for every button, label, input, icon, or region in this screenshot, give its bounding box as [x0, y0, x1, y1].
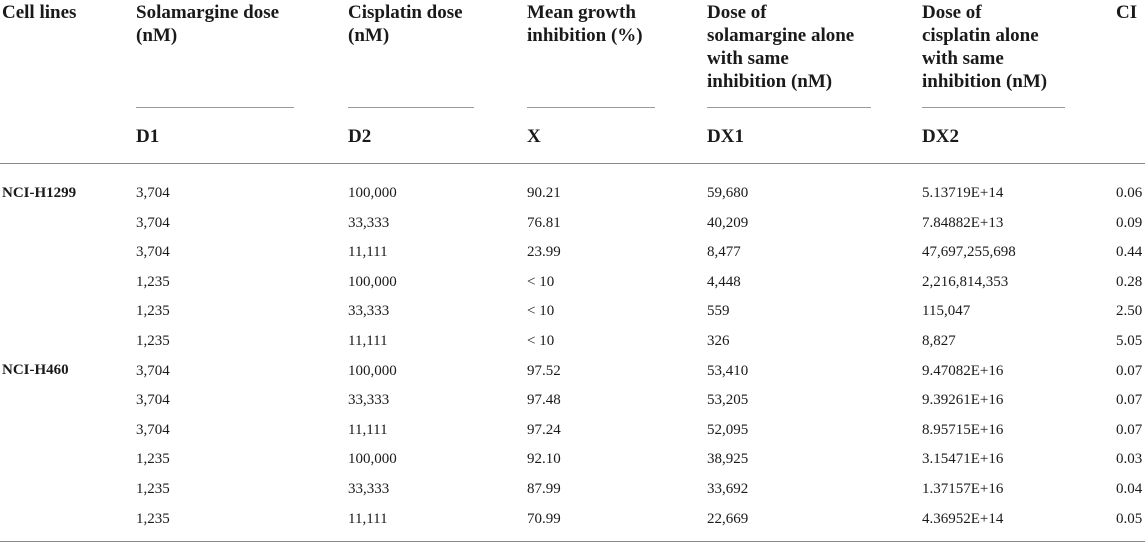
header-solamargine-line-2: (nM): [136, 25, 178, 46]
cell-d1: 1,235: [136, 451, 170, 467]
cell-d2: 11,111: [348, 422, 388, 438]
header-dx1-line-4: inhibition (nM): [707, 71, 833, 92]
cell-dx1: 38,925: [707, 451, 749, 467]
cell-d1: 1,235: [136, 511, 170, 527]
cell-x: 97.24: [527, 422, 561, 438]
cell-dx1: 8,477: [707, 244, 741, 260]
cell-ci: 0.06: [1116, 185, 1143, 201]
cell-dx2: 5.13719E+14: [922, 185, 1004, 201]
cell-dx1: 22,669: [707, 511, 749, 527]
cell-x: 87.99: [527, 481, 561, 497]
header-dx1-line-1: Dose of: [707, 2, 767, 23]
cell-d2: 33,333: [348, 392, 390, 408]
table-header-divider: [0, 163, 1145, 164]
cell-dx2: 1.37157E+16: [922, 481, 1004, 497]
cell-dx1: 53,410: [707, 363, 749, 379]
header-ci: CI: [1116, 2, 1138, 23]
header-rule-d2: [348, 107, 474, 108]
cell-x: < 10: [527, 303, 555, 319]
cell-x: < 10: [527, 274, 555, 290]
cell-ci: 0.28: [1116, 274, 1143, 290]
cell-dx2: 3.15471E+16: [922, 451, 1004, 467]
cell-x: 70.99: [527, 511, 561, 527]
cell-ci: 0.07: [1116, 392, 1143, 408]
cell-dx2: 8.95715E+16: [922, 422, 1004, 438]
cell-d2: 100,000: [348, 363, 397, 379]
header-mean-growth-line-2: inhibition (%): [527, 25, 643, 46]
cell-x: 97.52: [527, 363, 561, 379]
cell-d2: 100,000: [348, 274, 397, 290]
cell-dx2: 115,047: [922, 303, 971, 319]
subheader-dx1: DX1: [707, 126, 744, 147]
cell-d2: 11,111: [348, 333, 388, 349]
header-dx2-line-2: cisplatin alone: [922, 25, 1039, 46]
cell-dx1: 52,095: [707, 422, 749, 438]
subheader-x: X: [527, 126, 541, 147]
header-dx2-line-3: with same: [922, 48, 1004, 69]
cell-d1: 1,235: [136, 333, 170, 349]
cell-dx1: 33,692: [707, 481, 749, 497]
cell-dx1: 59,680: [707, 185, 749, 201]
header-dx2-line-4: inhibition (nM): [922, 71, 1048, 92]
header-cisplatin-line-2: (nM): [348, 25, 390, 46]
header-rule-d1: [136, 107, 294, 108]
cell-d2: 100,000: [348, 185, 397, 201]
cell-x: < 10: [527, 333, 555, 349]
cell-ci: 0.07: [1116, 363, 1143, 379]
header-cisplatin-line-1: Cisplatin dose: [348, 2, 463, 23]
cell-d1: 3,704: [136, 244, 170, 260]
cell-ci: 0.44: [1116, 244, 1143, 260]
cell-d2: 100,000: [348, 451, 397, 467]
cell-ci: 0.09: [1116, 215, 1143, 231]
cell-dx2: 2,216,814,353: [922, 274, 1009, 290]
cell-dx2: 8,827: [922, 333, 956, 349]
cell-d1: 3,704: [136, 422, 170, 438]
header-mean-growth-line-1: Mean growth: [527, 2, 636, 23]
cell-ci: 0.03: [1116, 451, 1143, 467]
cell-ci: 2.50: [1116, 303, 1143, 319]
cell-ci: 0.04: [1116, 481, 1143, 497]
header-rule-x: [527, 107, 655, 108]
header-solamargine-line-1: Solamargine dose: [136, 2, 280, 23]
cell-d2: 11,111: [348, 511, 388, 527]
cell-dx1: 40,209: [707, 215, 749, 231]
cell-d1: 3,704: [136, 363, 170, 379]
cell-ci: 5.05: [1116, 333, 1143, 349]
subheader-dx2: DX2: [922, 126, 959, 147]
cell-dx2: 7.84882E+13: [922, 215, 1004, 231]
cell-d1: 3,704: [136, 392, 170, 408]
cell-x: 23.99: [527, 244, 561, 260]
header-rule-dx1: [707, 107, 871, 108]
cell-x: 92.10: [527, 451, 561, 467]
cell-ci: 0.07: [1116, 422, 1143, 438]
cell-d2: 33,333: [348, 303, 390, 319]
header-rule-dx2: [922, 107, 1065, 108]
cell-dx1: 4,448: [707, 274, 741, 290]
cell-dx2: 4.36952E+14: [922, 511, 1004, 527]
cell-d1: 1,235: [136, 274, 170, 290]
cell-dx1: 53,205: [707, 392, 749, 408]
cell-ci: 0.05: [1116, 511, 1143, 527]
cell-x: 90.21: [527, 185, 561, 201]
cell-d1: 1,235: [136, 481, 170, 497]
header-mean-growth: [527, 1, 643, 47]
group-label-nci-h460: NCI-H460: [2, 362, 69, 378]
cell-d2: 33,333: [348, 215, 390, 231]
cell-d1: 3,704: [136, 185, 170, 201]
cell-d1: 1,235: [136, 303, 170, 319]
cell-d2: 33,333: [348, 481, 390, 497]
cell-dx2: 9.39261E+16: [922, 392, 1004, 408]
cell-d1: 3,704: [136, 215, 170, 231]
cell-dx1: 326: [707, 333, 730, 349]
cell-dx2: 47,697,255,698: [922, 244, 1016, 260]
cell-x: 76.81: [527, 215, 561, 231]
header-cell-lines: Cell lines: [2, 2, 77, 23]
header-dose-solamargine-alone: [707, 1, 854, 93]
cell-x: 97.48: [527, 392, 561, 408]
cell-dx1: 559: [707, 303, 730, 319]
subheader-d1: D1: [136, 126, 160, 147]
table-bottom-rule: [0, 541, 1145, 542]
cell-dx2: 9.47082E+16: [922, 363, 1004, 379]
header-cisplatin-dose: [348, 1, 463, 47]
subheader-d2: D2: [348, 126, 372, 147]
header-dose-cisplatin-alone: [922, 1, 1047, 93]
header-dx2-line-1: Dose of: [922, 2, 982, 23]
header-dx1-line-3: with same: [707, 48, 789, 69]
header-solamargine-dose: [136, 1, 279, 47]
cell-d2: 11,111: [348, 244, 388, 260]
group-label-nci-h1299: NCI-H1299: [2, 185, 77, 201]
header-dx1-line-2: solamargine alone: [707, 25, 855, 46]
